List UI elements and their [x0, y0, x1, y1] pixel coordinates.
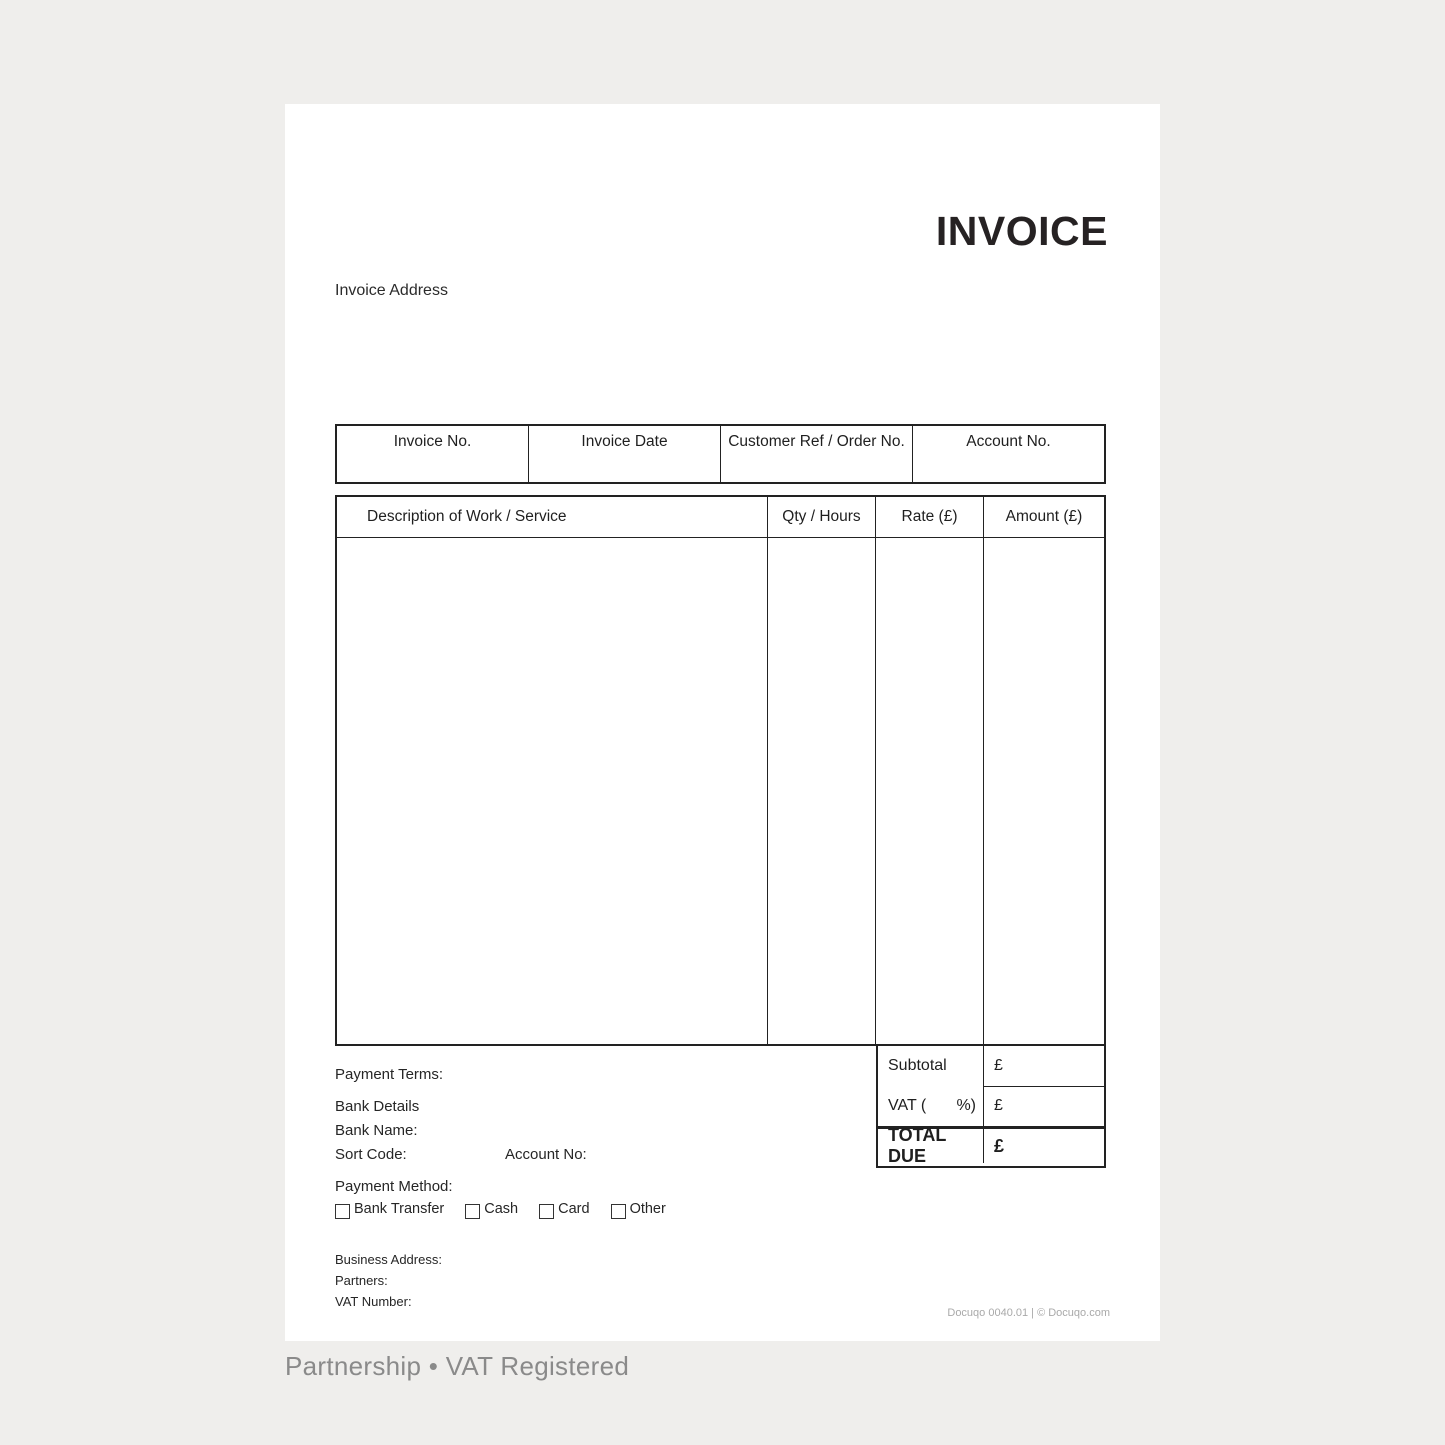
- card-label: Card: [558, 1201, 590, 1217]
- card-checkbox[interactable]: [539, 1204, 554, 1219]
- qty-blank-cell: [768, 538, 876, 1044]
- header-rate: Rate (£): [876, 497, 984, 537]
- meta-cell-invoice-date: Invoice Date: [528, 426, 720, 482]
- invoice-page: [285, 104, 1160, 1341]
- meta-cell-invoice-no: Invoice No.: [393, 433, 472, 450]
- meta-cell-customer-ref: Customer Ref / Order No.: [720, 426, 912, 482]
- vat-label-row: [878, 1086, 983, 1126]
- totals-upper-rows: [878, 1046, 1104, 1126]
- partners-label: Partners:: [335, 1273, 388, 1288]
- amount-blank-cell: [984, 538, 1104, 1044]
- product-caption: Partnership • VAT Registered: [285, 1351, 630, 1381]
- total-due-currency: £: [994, 1135, 1005, 1156]
- totals-box: [876, 1044, 1106, 1168]
- totals-amount-column: [984, 1046, 1104, 1126]
- vat-label-prefix: VAT (: [888, 1097, 927, 1114]
- other-checkbox[interactable]: [611, 1204, 626, 1219]
- invoice-address-label: Invoice Address: [335, 282, 448, 299]
- other-label: Other: [629, 1201, 666, 1217]
- header-description: Description of Work / Service: [337, 497, 768, 537]
- document-footer-credit: Docuqo 0040.01 | © Docuqo.com: [947, 1307, 1110, 1319]
- subtotal-currency: £: [994, 1057, 1003, 1074]
- vat-label-suffix: %): [956, 1097, 976, 1114]
- option-card: [539, 1201, 589, 1217]
- business-address-label: Business Address:: [335, 1252, 442, 1267]
- payment-method-label: Payment Method:: [335, 1178, 453, 1195]
- meta-cell-account-no: Account No.: [912, 426, 1104, 482]
- payment-terms-label: Payment Terms:: [335, 1066, 444, 1083]
- bank-transfer-checkbox[interactable]: [335, 1204, 350, 1219]
- bank-transfer-label: Bank Transfer: [354, 1201, 445, 1217]
- sort-code-label: Sort Code:: [335, 1146, 407, 1163]
- header-amount: Amount (£): [1005, 508, 1083, 525]
- total-due-label: TOTAL DUE: [878, 1129, 984, 1163]
- bank-name-label: Bank Name:: [335, 1122, 418, 1139]
- cash-checkbox[interactable]: [465, 1204, 480, 1219]
- invoice-meta-table: [335, 424, 1106, 484]
- option-other: [611, 1201, 666, 1217]
- cash-label: Cash: [484, 1201, 519, 1217]
- bank-details-label: Bank Details: [335, 1098, 420, 1115]
- header-qty-hours: Qty / Hours: [768, 497, 876, 537]
- option-bank-transfer: [335, 1201, 444, 1217]
- total-due-row: [878, 1125, 1104, 1166]
- vat-currency: £: [984, 1086, 1104, 1125]
- subtotal-label: Subtotal: [888, 1057, 947, 1074]
- totals-label-column: [878, 1046, 984, 1126]
- option-cash: [465, 1201, 518, 1217]
- line-items-body: [337, 538, 1104, 1044]
- account-no-label: Account No:: [505, 1146, 587, 1163]
- payment-method-options: [335, 1201, 666, 1217]
- invoice-title: INVOICE: [935, 208, 1108, 254]
- description-blank-cell: [337, 538, 768, 1044]
- line-items-table: [335, 495, 1106, 1046]
- vat-number-label: VAT Number:: [335, 1294, 412, 1309]
- line-items-header: [337, 497, 1104, 538]
- rate-blank-cell: [876, 538, 984, 1044]
